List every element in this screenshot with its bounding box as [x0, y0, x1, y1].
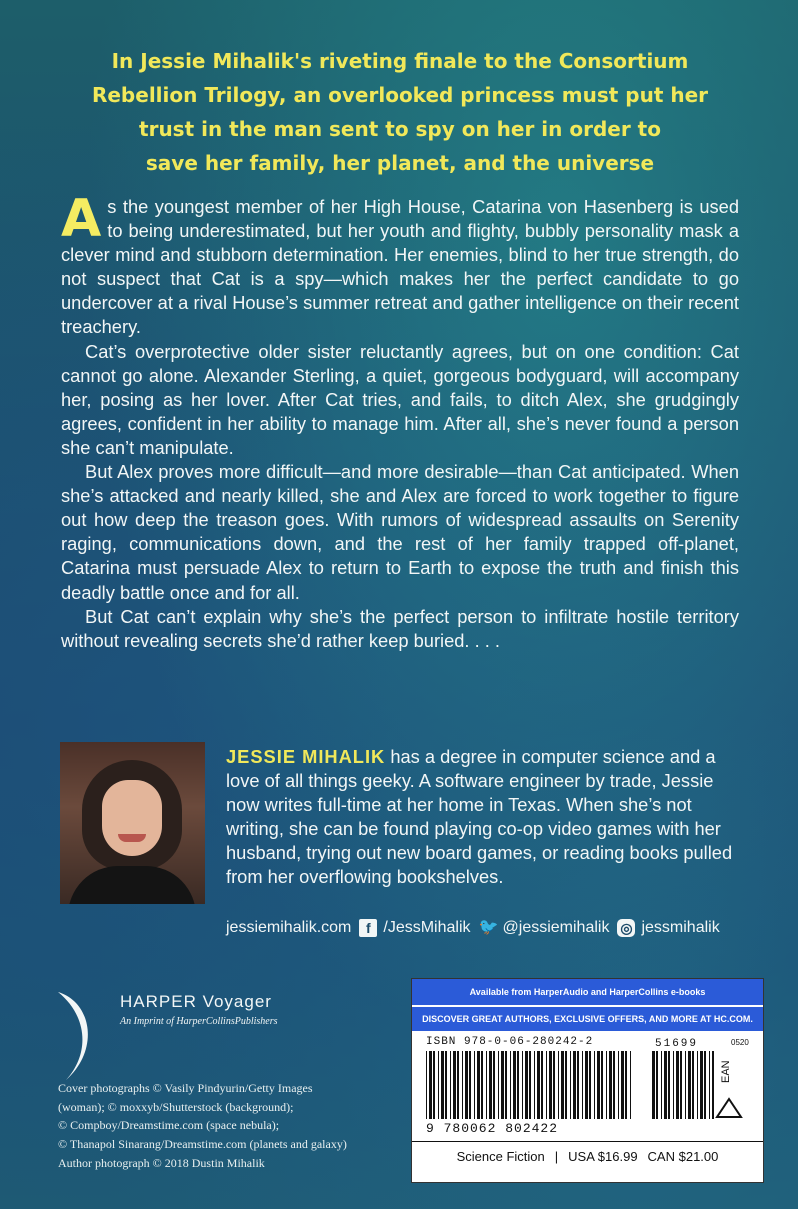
tagline-line: In Jessie Mihalik's riveting finale to the Consortium	[111, 49, 689, 73]
blurb-text-1: s the youngest member of her High House, Catarina von Hasenberg is used to being underestimated, but her youth and flighty, bubbly personality mask a clever mind and stubborn determination. Her enemies, blind to her true strength, do not suspect that Cat is a spy—which makes her the perfect candidate to go undercover at a rival House’s summer retreat and gather intelligence on their recent treachery.	[61, 196, 739, 338]
triangle-icon	[715, 1097, 743, 1119]
can-price: CAN $21.00	[647, 1148, 719, 1164]
twitter-icon: 🐦	[478, 919, 499, 936]
tagline	[90, 44, 710, 180]
price-separator: |	[554, 1148, 559, 1164]
blurb-paragraph-4: But Cat can’t explain why she’s the perfect person to infiltrate hostile territory without revealing secrets she’d rather keep buried. . . .	[61, 605, 739, 651]
isbn: ISBN 978-0-06-280242-2	[426, 1036, 594, 1048]
ean-barcode	[426, 1051, 631, 1119]
tagline-line: trust in the man sent to spy on her in order to	[139, 117, 661, 141]
author-bio	[226, 745, 750, 889]
facebook-icon: f	[359, 919, 377, 937]
availability-banner: Available from HarperAudio and HarperCollins e-books	[412, 979, 763, 1005]
tagline-line: Rebellion Trilogy, an overlooked princess must put her	[91, 83, 709, 107]
promo-banner: DISCOVER GREAT AUTHORS, EXCLUSIVE OFFERS, AND MORE AT HC.COM.	[412, 1007, 763, 1031]
author-name: JESSIE MIHALIK	[226, 746, 386, 767]
publisher	[120, 992, 278, 1027]
blurb-paragraph-2: Cat’s overprotective older sister reluctantly agrees, but on one condition: Cat cannot go alone. Alexander Sterling, a quiet, gorgeous bodyguard, will accompany her, posing as her lover. After Cat tries, and fails, to ditch Alex, she grudgingly agrees, confident in her ability to manage him. After all, she’s never found a person she can’t manipulate.	[61, 340, 739, 458]
credit-line: Author photograph © 2018 Dustin Mihalik	[58, 1155, 265, 1170]
author-photo	[60, 742, 205, 904]
addon-number: 51699	[655, 1038, 699, 1050]
facebook-handle[interactable]: /JessMihalik	[383, 919, 471, 936]
blurb-paragraph-1	[61, 189, 739, 340]
instagram-handle[interactable]: jessmihalik	[641, 919, 720, 936]
photo-credits	[58, 1079, 398, 1173]
blurb-paragraph-3: But Alex proves more difficult—and more desirable—than Cat anticipated. When she’s attacked and nearly killed, she and Alex are forced to work together to figure out how deep the treason goes. With rumors of widespread assaults on Serenity raging, communications down, and the rest of her family trapped off-planet, Catarina must persuade Alex to return to Earth to expose the truth and finish this deadly battle once and for all.	[61, 461, 739, 603]
ean-label: EAN	[720, 1060, 732, 1083]
credit-line: © Thanapol Sinarang/Dreamstime.com (planets and galaxy)	[58, 1137, 347, 1152]
author-bio-text: has a degree in computer science and a love of all things geeky. A software engineer by trade, Jessie now writes full-time at her home in Texas. When she’s not writing, she can be found playing co-op video games with her husband, trying out new board games, or reading books pulled from her overflowing bookshelves.	[226, 746, 733, 887]
credit-line: Cover photographs © Vasily Pindyurin/Getty Images	[58, 1081, 313, 1095]
barcode-box	[411, 978, 764, 1183]
credit-line: (woman); © moxxyb/Shutterstock (background);	[58, 1099, 294, 1114]
publisher-imprint: An Imprint of HarperCollinsPublishers	[120, 1016, 278, 1027]
twitter-handle[interactable]: @jessiemihalik	[502, 919, 610, 936]
publisher-brand: HARPER Voyager	[120, 992, 272, 1011]
credit-line: © Compboy/Dreamstime.com (space nebula);	[58, 1118, 280, 1133]
moon-logo-icon	[52, 990, 102, 1082]
dropcap: A	[61, 189, 102, 249]
genre: Science Fiction	[456, 1148, 545, 1164]
social-links	[226, 917, 766, 939]
blurb	[61, 189, 739, 653]
tagline-line: save her family, her planet, and the universe	[145, 151, 655, 175]
instagram-icon: ◎	[617, 919, 635, 937]
website-link[interactable]: jessiemihalik.com	[226, 919, 352, 936]
addon-barcode	[652, 1051, 714, 1119]
ean-digits: 9 780062 802422	[426, 1121, 559, 1136]
price-line	[412, 1141, 763, 1170]
price-code: 0520	[731, 1038, 749, 1047]
usa-price: USA $16.99	[568, 1148, 638, 1164]
